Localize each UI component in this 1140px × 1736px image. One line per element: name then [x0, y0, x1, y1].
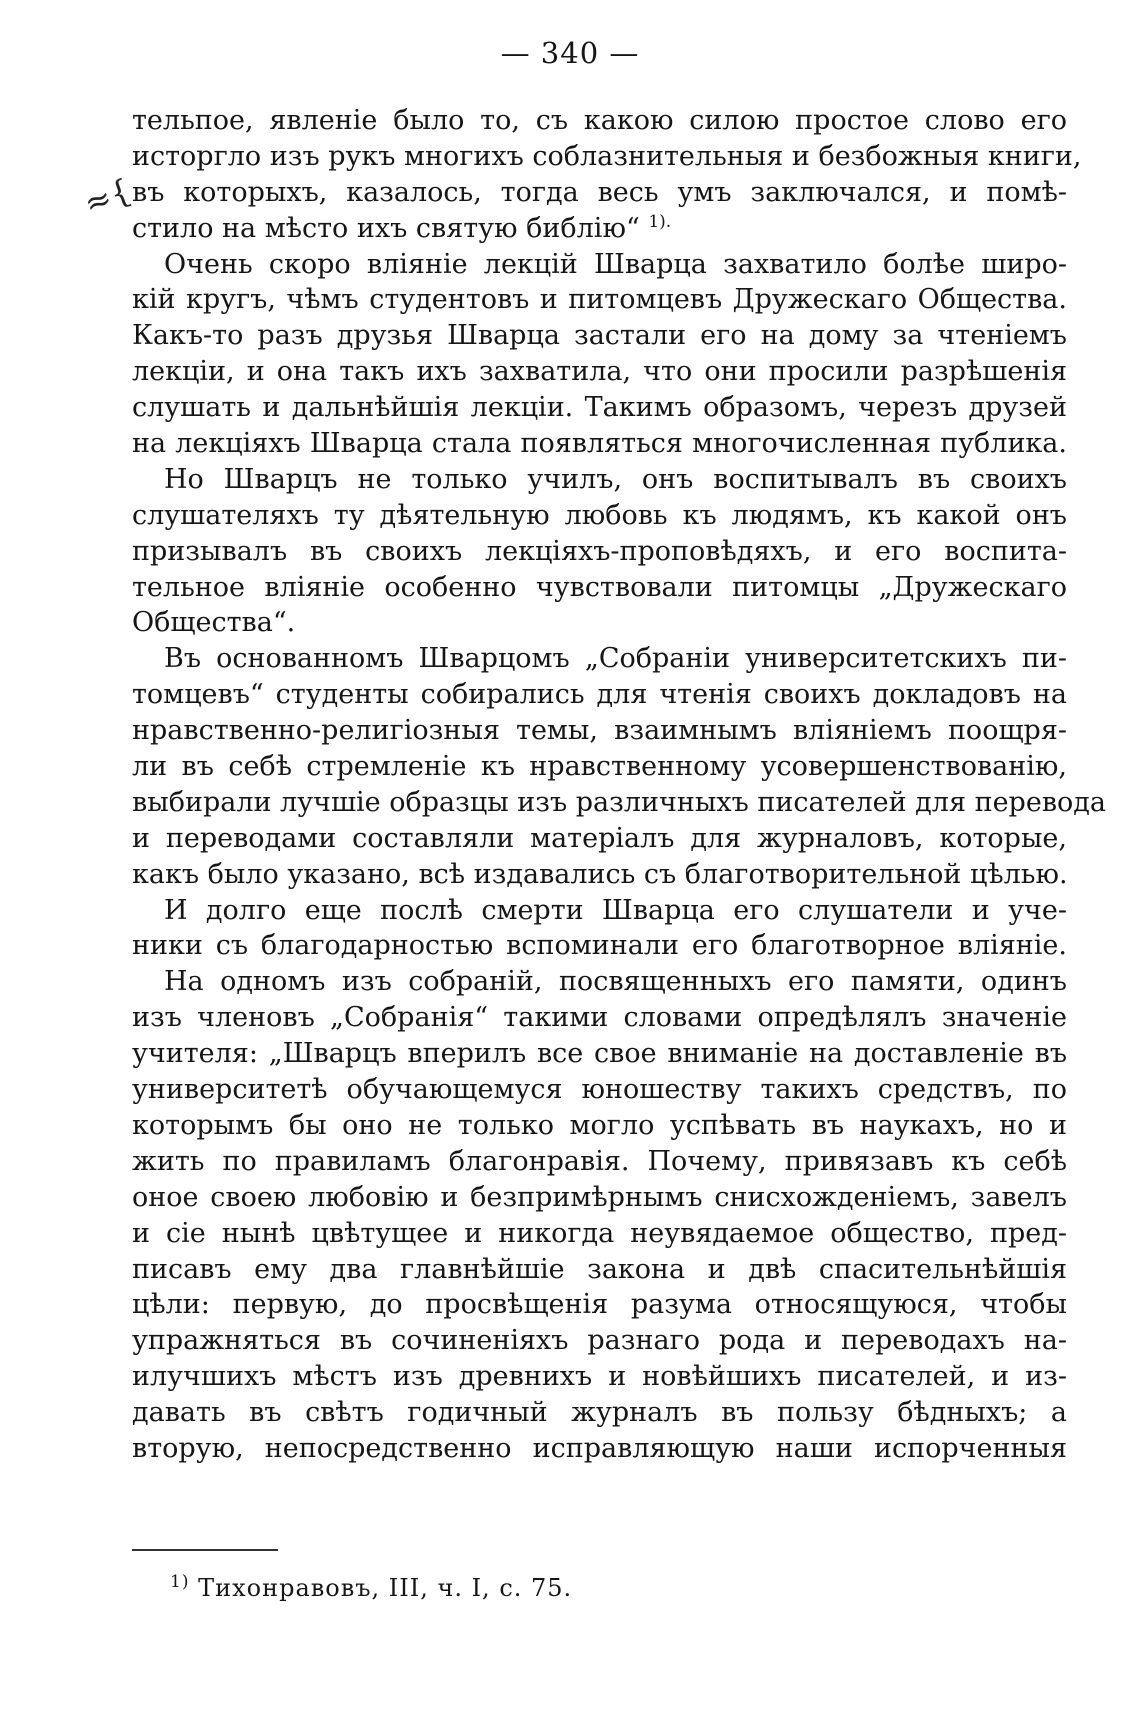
- text-line-content: стило на мѣсто ихъ святую библію“: [132, 212, 640, 244]
- margin-annotation-mark: ≈{: [78, 171, 137, 223]
- footnote: [170, 1574, 572, 1602]
- text-line: [132, 426, 1067, 462]
- text-line-content: Общества“.: [132, 607, 296, 639]
- text-line: [132, 1036, 1067, 1072]
- text-line: [132, 713, 1067, 749]
- text-line-content: Какъ-то разъ друзья Шварца застали его на дому за чтеніемъ: [132, 320, 1067, 352]
- text-line: [132, 1216, 1067, 1252]
- text-line-content: въ которыхъ, казалось, тогда весь умъ заключался, и помѣ-: [132, 176, 1067, 208]
- text-line: [132, 964, 1067, 1000]
- text-line: [132, 1431, 1067, 1467]
- text-line-content: кій кругъ, чѣмъ студентовъ и питомцевъ Дружескаго Общества.: [132, 284, 1067, 316]
- text-line: [132, 857, 1067, 893]
- text-line: [132, 175, 1067, 211]
- text-line: [132, 211, 1067, 247]
- text-line: [132, 1359, 1067, 1395]
- text-line: [132, 677, 1067, 713]
- text-line: [132, 749, 1067, 785]
- text-line-content: ники съ благодарностью вспоминали его благотворное вліяніе.: [132, 930, 1067, 962]
- text-line-content: жить по правиламъ благонравія. Почему, привязавъ къ себѣ: [132, 1145, 1067, 1177]
- text-line: [132, 498, 1067, 534]
- text-line: [132, 1287, 1067, 1323]
- text-line-content: Но Шварцъ не только училъ, онъ воспитывалъ въ своихъ: [164, 463, 1067, 495]
- text-line-content: учителя: „Шварцъ вперилъ все свое вниманіе на доставленіе въ: [132, 1038, 1067, 1070]
- text-line-content: оное своею любовію и безпримѣрнымъ снисхожденіемъ, завелъ: [132, 1181, 1067, 1213]
- text-line: [132, 1180, 1067, 1216]
- text-line: [132, 605, 1067, 641]
- text-line-content: томцевъ“ студенты собирались для чтенія своихъ докладовъ на: [132, 679, 1067, 711]
- text-line: [132, 390, 1067, 426]
- text-line: [132, 641, 1067, 677]
- text-line-content: упражняться въ сочиненіяхъ разнаго рода и переводахъ на-: [132, 1325, 1067, 1357]
- text-line-content: исторгло изъ рукъ многихъ соблазнительныя и безбожныя книги,: [132, 140, 1082, 172]
- text-line: [132, 139, 1082, 175]
- text-line-content: вторую, непосредственно исправляющую наши испорченныя: [132, 1432, 1067, 1464]
- text-line: [132, 1323, 1067, 1359]
- footnote-marker: 1): [170, 1572, 190, 1592]
- footnote-reference: 1).: [648, 211, 672, 232]
- text-line-content: призывалъ въ своихъ лекціяхъ-проповѣдяхъ, и его воспита-: [132, 535, 1067, 567]
- text-line-content: Очень скоро вліяніе лекцій Шварца захватило болѣе широ-: [164, 248, 1067, 280]
- text-line: [132, 318, 1067, 354]
- text-line: [132, 1252, 1067, 1288]
- text-line: [132, 821, 1067, 857]
- text-line-content: писавъ ему два главнѣйшіе закона и двѣ спасительнѣйшія: [132, 1253, 1067, 1285]
- text-line-content: илучшихъ мѣстъ изъ древнихъ и новѣйшихъ писателей, и из-: [132, 1361, 1067, 1393]
- text-line-content: которымъ бы оно не только могло успѣвать въ наукахъ, но и: [132, 1109, 1067, 1141]
- text-line-content: Въ основанномъ Шварцомъ „Собраніи университетскихъ пи-: [164, 643, 1067, 675]
- text-line-content: выбирали лучшіе образцы изъ различныхъ писателей для перевода: [132, 786, 1106, 818]
- text-line-content: какъ было указано, всѣ издавались съ благотворительной цѣлью.: [132, 858, 1068, 890]
- text-line: [132, 1072, 1067, 1108]
- text-line-content: лекціи, и она такъ ихъ захватила, что они просили разрѣшенія: [132, 356, 1067, 388]
- footnote-rule: [132, 1549, 278, 1551]
- text-line: [132, 1144, 1067, 1180]
- text-line-content: давать въ свѣтъ годичный журналъ въ пользу бѣдныхъ; а: [132, 1397, 1067, 1429]
- text-line: [132, 893, 1067, 929]
- text-line: [132, 1395, 1067, 1431]
- text-line: [132, 928, 1067, 964]
- text-line-content: на лекціяхъ Шварца стала появляться многочисленная публика.: [132, 428, 1067, 460]
- text-line-content: слушать и дальнѣйшія лекціи. Такимъ образомъ, черезъ друзей: [132, 392, 1067, 424]
- main-text-body: [132, 103, 1106, 1467]
- text-line-content: тельное вліяніе особенно чувствовали питомцы „Дружескаго: [132, 571, 1067, 603]
- text-line: [132, 785, 1106, 821]
- text-line-content: изъ членовъ „Собранія“ такими словами опредѣлялъ значеніе: [132, 1002, 1067, 1034]
- text-line-content: и переводами составляли матеріалъ для журналовъ, которые,: [132, 822, 1067, 854]
- footnote-text: Тихонравовъ, III, ч. I, с. 75.: [198, 1574, 573, 1602]
- text-line-content: тельпое, явленіе было то, съ какою силою простое слово его: [132, 105, 1067, 136]
- text-line: [132, 282, 1067, 318]
- text-line-content: слушателяхъ ту дѣятельную любовь къ людямъ, къ какой онъ: [132, 499, 1067, 531]
- text-line-content: ли въ себѣ стремленіе къ нравственному усовершенствованію,: [132, 751, 1067, 783]
- text-line: [132, 534, 1067, 570]
- text-line-content: цѣли: первую, до просвѣщенія разума относящуюся, чтобы: [132, 1289, 1067, 1321]
- text-line: [132, 1108, 1067, 1144]
- text-line-content: и сіе нынѣ цвѣтущее и никогда неувядаемое общество, пред-: [132, 1217, 1067, 1249]
- page-number: — 340 —: [500, 36, 640, 70]
- text-line: [132, 570, 1067, 606]
- text-line-content: И долго еще послѣ смерти Шварца его слушатели и уче-: [164, 894, 1067, 926]
- text-line: [132, 462, 1067, 498]
- text-line-content: нравственно-религіозныя темы, взаимнымъ вліяніемъ поощря-: [132, 715, 1067, 747]
- text-line-content: университетѣ обучающемуся юношеству такихъ средствъ, по: [132, 1074, 1067, 1106]
- text-line: [132, 1000, 1067, 1036]
- text-line: [132, 103, 1067, 139]
- text-line-content: На одномъ изъ собраній, посвященныхъ его памяти, одинъ: [164, 966, 1067, 998]
- text-line: [132, 354, 1067, 390]
- text-line: [132, 247, 1067, 283]
